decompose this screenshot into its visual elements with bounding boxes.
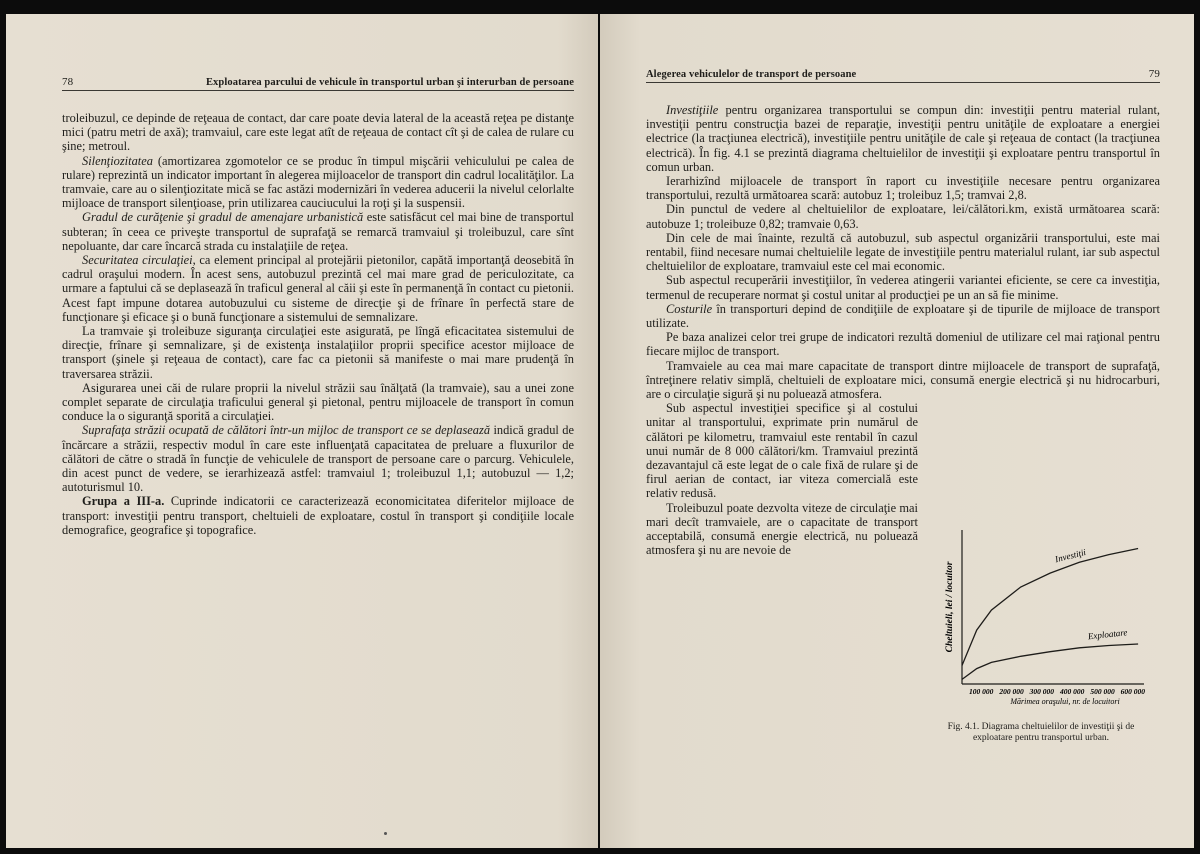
figure-4-1: [930, 520, 1152, 744]
x-tick-label: 100 000: [968, 687, 994, 696]
narrow-text-column: [646, 401, 918, 557]
left-text-column: [62, 111, 574, 537]
x-tick-label: 400 000: [1059, 687, 1085, 696]
paragraph: Gradul de curăţenie şi gradul de amenajare urbanistică este satisfăcut cel mai bine de transportul subteran; în ceea ce priveşte transportul de suprafaţă se remarcă tramvaiul şi troleibuzul, care sînt nepoluante, dar care încarcă strada cu instalaţiile de reţea.: [62, 210, 574, 253]
series-label-exploatare: Exploatare: [1087, 627, 1128, 642]
paragraph: Investiţiile pentru organizarea transportului se compun din: investiţii pentru material rulant, investiţii pentru construcţia bazei de reparaţie, investiţii pentru unităţile de exploatare a energiei electrice (la tracţiunea electrică), investiţiile pentru unităţile de cale şi reţeaua de contact (la tracţiunea electrică). În fig. 4.1 se prezintă diagrama cheltuielilor de investiţii şi exploatare pentru transportul în comun urban.: [646, 103, 1160, 174]
paragraph: Ierarhizînd mijloacele de transport în raport cu investiţiile necesare pentru organizarea transportului, rezultă următoarea scară: autobuz 1; troleibuz 1,5; tramvai 2,8.: [646, 174, 1160, 203]
paragraph: Troleibuzul poate dezvolta viteze de circulaţie mai mari decît tramvaiele, are o capacitate de transport acceptabilă, consumă energie electrică, nu poluează atmosfera şi nu are nevoie de: [646, 500, 918, 558]
cost-diagram-chart: [930, 520, 1152, 720]
paragraph: Sub aspectul recuperării investiţiilor, în vederea atingerii variantei eficiente, se cere ca investiţia, termenul de recuperare normat şi costul unitar al producţiei pe un an să fie minime.: [646, 273, 1160, 302]
paragraph: Suprafaţa străzii ocupată de călători într-un mijloc de transport ce se deplasează indică gradul de încărcare a străzii, respectiv modul în care este influenţată capacitatea de preluare a fluxurilor de călători de către o stradă în funcţie de vehiculele de transport de persoane care o parcurg. Vehiculele, din acest punct de vedere, se ierarhizează astfel: tramvaiul 1; troleibuzul 1,1; autobuzul — 1,2; autoturismul 10.: [62, 423, 574, 495]
paragraph: Tramvaiele au cea mai mare capacitate de transport dintre mijloacele de transport de suprafaţă, întreţinere relativ simplă, cheltuieli de exploatare mici, consumă energie electrică şi nu hidrocarburi, are o circulaţie sigură şi nu poluează atmosfera.: [646, 358, 1160, 402]
right-text-column: [646, 103, 1160, 558]
paragraph: Costurile în transporturi depind de condiţiile de exploatare şi de tipurile de mijloace de transport utilizate.: [646, 301, 1160, 331]
paragraph: Pe baza analizei celor trei grupe de indicatori rezultă domeniul de utilizare cel mai raţional pentru fiecare mijloc de transport.: [646, 330, 1160, 359]
x-tick-label: 200 000: [999, 687, 1024, 696]
paragraph: Sub aspectul investiţiei specifice şi al costului unitar al transportului, exprimate prin numărul de călători pe kilometru, tramvaiul este rentabil în cazul unui număr de 8 000 călători/km. Tramvaiul prezintă dezavantajul că este legat de o cale fixă de rulare şi de firul aerian de contact, iar viteza comercială este relativ redusă.: [646, 401, 918, 501]
paragraph: Silenţiozitatea (amortizarea zgomotelor ce se produc în timpul mişcării vehiculului pe calea de rulare) reprezintă un indicator important în alegerea mijloacelor de transport din cadrul localităţilor. La tramvaie, care au o silenţiozitate mică se fac astăzi modernizări în vederea aducerii la nivelul celorlalte mijloace de transport silenţioase, prin utilizarea cauciucului la roţi şi la suspensii.: [62, 153, 574, 211]
paragraph: troleibuzul, ce depinde de reţeaua de contact, dar care poate devia lateral de la această reţea pe distanţe mici (patru metri de axă); tramvaiul, care este legat atît de reţeaua de contact cît şi de calea de rulare cu şine; metroul.: [62, 111, 574, 154]
right-page: [600, 14, 1194, 848]
series-label-investitii: Investiţii: [1054, 546, 1087, 565]
y-axis-label: Cheltuieli, lei / locuitor: [945, 561, 955, 653]
series-line-exploatare: [962, 644, 1138, 679]
series-line-investitii: [962, 546, 1138, 666]
printing-speck: [384, 832, 387, 835]
x-tick-label: 600 000: [1120, 687, 1146, 696]
running-head-left: [62, 76, 574, 91]
running-title-left: Exploatarea parcului de vehicule în transportul urban şi interurban de persoane: [205, 77, 574, 88]
paragraph: Securitatea circulaţiei, ca element principal al protejării pietonilor, capătă importanţă deosebită în cadrul oraşului modern. În acest sens, autobuzul prezintă cel mai mare grad de periculozitate, ca urmare a faptului că se deplasează în traficul general al căii şi este în permanenţă în contact cu pietonii. Acest fapt impune dotarea autobuzului cu sisteme de direcţie şi de frînare în perfectă stare de funcţionare şi eficace şi o bună funcţionare a sistemului de semnalizare.: [62, 253, 574, 324]
x-tick-label: 500 000: [1090, 687, 1115, 696]
paragraph: Din cele de mai înainte, rezultă că autobuzul, sub aspectul organizării transportului, este mai rentabil, fiind necesare numai cheltuielile legate de investiţiile pentru materialul rulant, iar sub aspectul cheltuielilor de exploatare, tramvaiul este cel mai economic.: [646, 230, 1160, 274]
x-tick-label: 300 000: [1029, 687, 1055, 696]
page-number-right: 79: [1148, 68, 1160, 80]
figure-caption: [930, 722, 1152, 744]
figure-number: Fig. 4.1.: [947, 722, 980, 732]
paragraph: Grupa a III-a. Cuprinde indicatorii ce caracterizează economicitatea diferitelor mijloace de transport: investiţii pentru transport, cheltuieli de exploatare, costul în transport şi condiţiile locale demografice, geografice şi topografice.: [62, 494, 574, 537]
paragraph: Din punctul de vedere al cheltuielilor de exploatare, lei/călători.km, există următoarea scară: autobuze 1; troleibuze 0,82; tramvaie 0,63.: [646, 202, 1160, 231]
paragraph: La tramvaie şi troleibuze siguranţa circulaţiei este asigurată, pe lîngă eficacitatea sistemului de direcţie, frînare şi semnalizare, şi de existenţa instalaţiilor proprii specifice acestor mijloace de transport (şinele şi reţeaua de contact), care fac ca pietonii să manifeste o mai mare prudenţă în traversarea străzii.: [62, 324, 574, 381]
page-number-left: 78: [62, 76, 74, 88]
x-tick-labels: [969, 687, 1145, 696]
figure-caption-text: Diagrama cheltuielilor de investiţii şi de exploatare pentru transportul urban.: [972, 722, 1135, 743]
running-head-right: [646, 68, 1160, 83]
running-title-right: Alegerea vehiculelor de transport de persoane: [646, 69, 857, 80]
x-axis-label: Mărimea oraşului, nr. de locuitori: [1010, 697, 1120, 706]
paragraph: Asigurarea unei căi de rulare proprii la nivelul străzii sau înălţată (la tramvaie), sau a unei zone complet separate de circulaţia traficului general şi pietonal, pentru mijloacele de transport în comun conduce la o siguranţă sporită a circulaţiei.: [62, 380, 574, 424]
left-page: [6, 14, 598, 848]
